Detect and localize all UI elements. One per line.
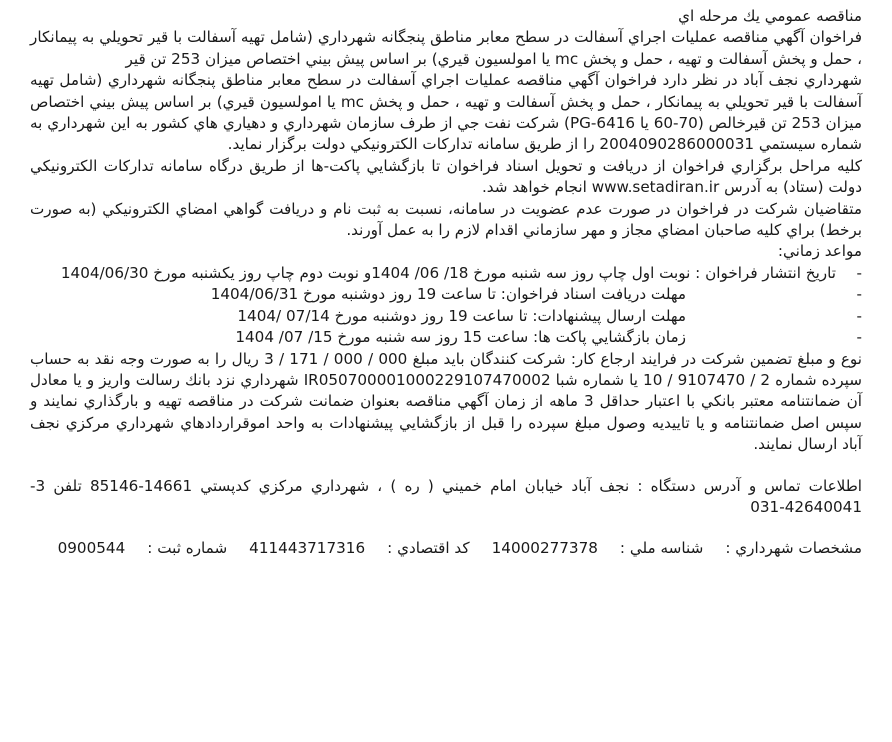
spacer — [30, 456, 862, 476]
notice-heading: مناقصه عمومي يك مرحله اي — [678, 7, 862, 25]
schedule-item-text: مهلت ارسال پيشنهادات: تا ساعت 19 روز دوشنبه مورخ 07/14 /1404 — [237, 306, 686, 325]
municipality-specs — [30, 538, 862, 559]
registration-value: 0900544 — [57, 539, 126, 558]
bullet-dash: - — [856, 328, 862, 347]
spacer — [30, 518, 862, 538]
schedule-item-text: زمان بازگشايي پاكت ها: ساعت 15 روز سه شنبه مورخ 15/ 07/ 1404 — [235, 328, 686, 347]
economic-code-label: كد اقتصادي : — [387, 539, 470, 558]
contact-paragraph: اطلاعات تماس و آدرس دستگاه : نجف آباد خيابان امام خميني ( ره ) ، شهرداري مركزي كدپستي 14661-85146 تلفن 3-42640041-031 — [30, 476, 862, 516]
bullet-dash: - — [856, 263, 862, 282]
process-paragraph: كليه مراحل برگزاري فراخوان از دريافت و تحويل اسناد فراخوان تا بازگشايي پاكت-ها از طريق درگاه سامانه تداركات الكترونيكي دولت (ستاد) به آدرس www.setadiran.ir انجام خواهد شد. — [30, 156, 862, 197]
applicants-paragraph: متقاضيان شركت در فراخوان در صورت عدم عضويت در سامانه، نسبت به ثبت نام و دريافت گواهي امضاي الكترونيكي (به صورت برخط) براي كليه صاحبان امضاي مجاز و مهر سازماني اقدام لازم را به عمل آورند. — [30, 199, 862, 240]
schedule-item — [30, 263, 862, 284]
specs-label: مشخصات شهرداري : — [725, 539, 862, 558]
schedule-item-text: تاريخ انتشار فراخوان : نوبت اول چاپ روز سه شنبه مورخ 18/ 06/ 1404و نوبت دوم چاپ روز يكشنبه مورخ 1404/06/30 — [60, 263, 836, 282]
economic-code-value: 411443717316 — [249, 539, 366, 558]
schedule-item — [30, 327, 862, 348]
schedule-item — [30, 284, 862, 305]
schedule-list — [30, 263, 862, 349]
notice-subject: فراخوان آگهي مناقصه عمليات اجراي آسفالت در سطح معابر مناطق پنجگانه شهرداري (شامل تهيه آسفالت با قير تحويلي به پيمانكار ، حمل و پخش آسفالت و تهيه ، حمل و پخش mc يا امولسيون قيري) بر اساس پيش بيني اختصاص ميزان 253 تن قير — [30, 28, 862, 68]
schedule-heading: مواعد زماني: — [777, 242, 862, 261]
notice-body: شهرداري نجف آباد در نظر دارد فراخوان آگهي مناقصه عمليات اجراي آسفالت در سطح معابر مناطق پنجگانه شهرداري (شامل تهيه آسفالت با قير تحويلي به پيمانكار ، حمل و پخش آسفالت و تهيه ، حمل و پخش mc يا امولسيون قيري) بر اساس پيش بيني اختصاص ميزان 253 تن قيرخالص (70-60 يا PG-6416) شركت نفت جي از طرف سازمان شهرداري و دهياري هاي كشور به اين شهرداري به شماره سيستمي 2004090286000031 را از طريق سامانه تدارکات الکترونيکي دولت برگزار نمايد. — [30, 71, 863, 154]
registration-label: شماره ثبت : — [147, 539, 228, 558]
schedule-item-text: مهلت دريافت اسناد فراخوان: تا ساعت 19 روز دوشنبه مورخ 1404/06/31 — [210, 285, 686, 304]
national-id-label: شناسه ملي : — [619, 539, 704, 558]
guarantee-paragraph: نوع و مبلغ تضمين شركت در فرايند ارجاع كار: شركت كنندگان بايد مبلغ 000 / 000 / 171 / 3 ريال را به صورت وجه نقد به حساب سپرده شماره 2 / 9107470 / 10 يا شماره شبا IR050700001000229107470002 شهرداري نزد بانك رسالت واريز و يا معادل آن ضمانتنامه معتبر بانكي با اعتبار حداقل 3 ماهه از زمان آگهي مناقصه بعنوان ضمانت شركت در مناقصه تهيه و بارگذاري نمايند و سپس اصل ضمانتنامه و يا تاييديه وصول مبلغ سپرده را قبل از بازگشايي پيشنهادات به واحد اموقراردادهاي شهرداري مركزي نجف آباد ارسال نمايند. — [30, 349, 862, 454]
schedule-item — [30, 306, 862, 327]
bullet-dash: - — [856, 306, 862, 325]
bullet-dash: - — [856, 285, 862, 304]
national-id-value: 14000277378 — [491, 539, 598, 558]
